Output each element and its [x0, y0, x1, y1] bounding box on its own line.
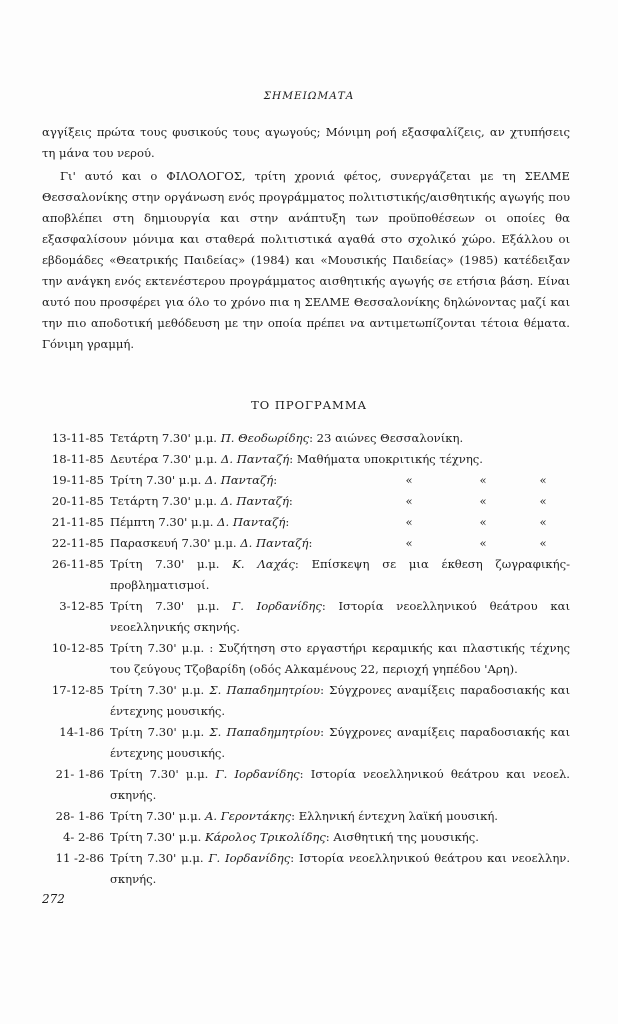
entry-day: Τρίτη	[110, 599, 143, 613]
entry-topic: : Ιστορία νεοελληνικού θεάτρου και νεοελ. σκηνής.	[110, 767, 570, 802]
entry-day: Πέμπτη	[110, 515, 155, 529]
entry-time: 7.30' μ.μ.	[146, 473, 202, 487]
entry-day: Τρίτη	[110, 725, 143, 739]
entry-speaker: Κάρολος Τρικολίδης	[204, 830, 326, 844]
ditto-mark: «	[479, 515, 487, 529]
entry-speaker: Δ. Πανταζή	[221, 452, 290, 466]
ditto-mark: «	[405, 515, 413, 529]
ditto-mark: «	[405, 473, 413, 487]
entry-time: 7.30' μ.μ.	[147, 683, 205, 697]
entry-date: 4- 2-86	[62, 830, 104, 844]
programme-entry	[42, 722, 570, 764]
ditto-mark: «	[479, 494, 487, 508]
ditto-mark: «	[539, 494, 547, 508]
programme-entry	[42, 449, 570, 470]
entry-topic: : Σύγχρονες αναμίξεις παραδοσιακής και έντεχνης μουσικής.	[110, 725, 571, 760]
entry-date: 26-11-85	[51, 557, 104, 571]
entry-time: 7.30' μ.μ.	[181, 536, 237, 550]
entry-date: 21- 1-86	[55, 767, 104, 781]
entry-speaker: Δ. Πανταζή	[217, 515, 286, 529]
entry-date: 17-12-85	[51, 683, 104, 697]
entry-time: 7.30' μ.μ.	[161, 431, 217, 445]
ditto-mark: «	[479, 536, 487, 550]
entry-topic: :	[288, 494, 293, 508]
entry-speaker: Σ. Παπαδημητρίου	[209, 725, 321, 739]
entry-topic: : Μαθήματα υποκριτικής τέχνης.	[289, 452, 483, 466]
entry-topic: : Σύγχρονες αναμίξεις παραδοσιακής και έντεχνης μουσικής.	[110, 683, 571, 718]
entry-date: 18-11-85	[51, 452, 104, 466]
entry-details	[110, 722, 570, 764]
entry-topic: : Συζήτηση στο εργαστήρι κεραμικής και πλαστικής τέχνης του ζεύγους Τζοβαρίδη (οδός Αλκαμένους 22, περιοχή γηπέδου 'Αρη).	[110, 641, 571, 676]
programme-entry	[42, 533, 570, 554]
entry-speaker: Δ. Πανταζή	[220, 494, 289, 508]
entry-topic: : Ιστορία νεοελληνικού θεάτρου και νεοελληνικής σκηνής.	[110, 599, 571, 634]
programme-entry	[42, 470, 570, 491]
page-number: 272	[42, 892, 65, 906]
entry-details	[110, 827, 570, 848]
programme-entry	[42, 764, 570, 806]
programme-entry	[42, 491, 570, 512]
ditto-mark: «	[539, 515, 547, 529]
entry-topic: :	[285, 515, 290, 529]
entry-topic: : Επίσκεψη σε μια έκθεση ζωγραφικής-προβληματισμοί.	[110, 557, 571, 592]
entry-day: Δευτέρα	[110, 452, 159, 466]
programme-entry	[42, 554, 570, 596]
ditto-mark: «	[405, 536, 413, 550]
entry-speaker: Δ. Πανταζή	[204, 473, 274, 487]
entry-day: Τρίτη	[110, 767, 143, 781]
entry-details	[110, 806, 570, 827]
entry-details	[110, 533, 570, 554]
ditto-mark: «	[479, 473, 487, 487]
entry-topic: :	[308, 536, 313, 550]
entry-time: 7.30' μ.μ.	[147, 641, 205, 655]
entry-date: 11 -2-86	[55, 851, 104, 865]
entry-time: 7.30' μ.μ.	[155, 599, 220, 613]
ditto-mark: «	[539, 473, 547, 487]
entry-details	[110, 428, 570, 449]
entry-details	[110, 554, 570, 596]
entry-speaker: Κ. Λαχάς	[232, 557, 295, 571]
entry-time: 7.30' μ.μ.	[146, 830, 202, 844]
programme-entry	[42, 596, 570, 638]
entry-speaker: Γ. Ιορδανίδης	[232, 599, 322, 613]
entry-speaker: Δ. Πανταζή	[240, 536, 309, 550]
paragraph-continuation: αγγίξεις πρώτα τους φυσικούς τους αγωγούς; Μόνιμη ροή εξασφαλίζεις, αν χτυπήσεις τη μάνα του νερού.	[42, 125, 570, 160]
programme-entry	[42, 848, 570, 890]
entry-date: 10-12-85	[51, 641, 104, 655]
entry-details	[110, 680, 570, 722]
paragraph-intro: Γι' αυτό και ο ΦΙΛΟΛΟΓΟΣ, τρίτη χρονιά φέτος, συνεργάζεται με τη ΣΕΛΜΕ Θεσσαλονίκης στην οργάνωση ενός προγράμματος πολιτιστικής/αισθητικής αγωγής που αποβλέπει στη δημιουργία και στην ανάπτυξη των προϋποθέσεων οι οποίες θα εξασφαλίσουν μόνιμα και σταθερά πολιτιστικά αγαθά στο σχολικό χώρο. Εξάλλου οι εβδομάδες «Θεατρικής Παιδείας» (1984) και «Μουσικής Παιδείας» (1985) κατέδειξαν την ανάγκη ενός εκτενέστερου προγράμματος αισθητικής αγωγής σε ετήσια βάση. Είναι αυτό που προσφέρει για όλο το χρόνο πια η ΣΕΛΜΕ Θεσσαλονίκης δηλώνοντας μαζί και την πιο αποδοτική μεθόδευση με την οποία πρέπει να αντιμετωπίζονται τέτοια θέματα. Γόνιμη γραμμή.	[42, 169, 570, 351]
entry-details	[110, 491, 570, 512]
running-head: ΣΗΜΕΙΩΜΑΤΑ	[263, 90, 355, 102]
entry-topic: : Ιστορία νεοελληνικού θεάτρου και νεοελλην. σκηνής.	[110, 851, 571, 886]
section-title: ΤΟ ΠΡΟΓΡΑΜΜΑ	[251, 398, 367, 412]
programme-entry	[42, 827, 570, 848]
entry-time: 7.30' μ.μ.	[146, 809, 202, 823]
entry-topic: :	[273, 473, 278, 487]
entry-day: Τρίτη	[110, 473, 143, 487]
entry-day: Τρίτη	[110, 641, 143, 655]
entry-details	[110, 470, 570, 491]
entry-date: 20-11-85	[51, 494, 104, 508]
entry-time: 7.30' μ.μ.	[161, 494, 217, 508]
entry-day: Τρίτη	[110, 851, 143, 865]
entry-time: 7.30' μ.μ.	[147, 851, 204, 865]
entry-details	[110, 449, 570, 470]
entry-speaker: Γ. Ιορδανίδης	[208, 851, 291, 865]
entry-day: Τρίτη	[110, 809, 143, 823]
entry-time: 7.30' μ.μ.	[155, 557, 220, 571]
entry-details	[110, 848, 570, 890]
entry-details	[110, 596, 570, 638]
entry-speaker: Σ. Παπαδημητρίου	[209, 683, 321, 697]
entry-speaker: Γ. Ιορδανίδης	[215, 767, 300, 781]
programme-list	[42, 428, 570, 890]
entry-date: 13-11-85	[51, 431, 104, 445]
entry-time: 7.30' μ.μ.	[162, 452, 218, 466]
entry-details	[110, 638, 570, 680]
entry-date: 14-1-86	[59, 725, 104, 739]
entry-date: 3-12-85	[59, 599, 104, 613]
entry-date: 19-11-85	[51, 473, 104, 487]
entry-day: Τρίτη	[110, 683, 143, 697]
entry-time: 7.30' μ.μ.	[158, 515, 214, 529]
entry-date: 21-11-85	[51, 515, 104, 529]
entry-speaker: Π. Θεοδωρίδης	[220, 431, 310, 445]
programme-entry	[42, 638, 570, 680]
entry-topic: : Ελληνική έντεχνη λαϊκή μουσική.	[291, 809, 498, 823]
entry-day: Τετάρτη	[110, 431, 159, 445]
entry-date: 22-11-85	[51, 536, 104, 550]
entry-time: 7.30' μ.μ.	[149, 767, 209, 781]
entry-topic: : 23 αιώνες Θεσσαλονίκη.	[309, 431, 464, 445]
entry-date: 28- 1-86	[55, 809, 104, 823]
entry-day: Τρίτη	[110, 557, 143, 571]
ditto-mark: «	[405, 494, 413, 508]
entry-day: Παρασκευή	[110, 536, 178, 550]
programme-entry	[42, 428, 570, 449]
entry-details	[110, 764, 570, 806]
programme-entry	[42, 512, 570, 533]
entry-topic: : Αισθητική της μουσικής.	[325, 830, 479, 844]
entry-speaker: Α. Γεροντάκης	[204, 809, 292, 823]
entry-day: Τετάρτη	[110, 494, 159, 508]
entry-day: Τρίτη	[110, 830, 143, 844]
programme-entry	[42, 680, 570, 722]
entry-details	[110, 512, 570, 533]
entry-time: 7.30' μ.μ.	[147, 725, 205, 739]
programme-entry	[42, 806, 570, 827]
ditto-mark: «	[539, 536, 547, 550]
